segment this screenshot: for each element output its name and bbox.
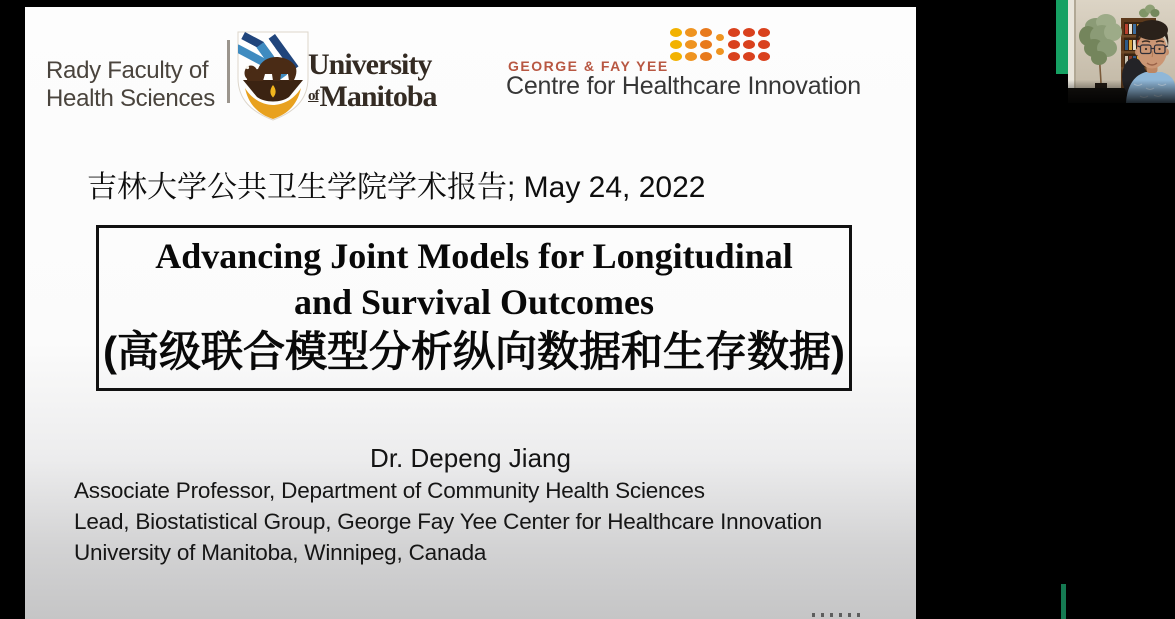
title-line2: and Survival Outcomes (293, 282, 655, 322)
presenter-video-scene (1068, 0, 1175, 103)
rady-line1: Rady Faculty of (46, 57, 209, 84)
affiliation-line: Lead, Biostatistical Group, George Fay Yee Center for Healthcare Innovation (74, 509, 822, 534)
chi-name: Centre for Healthcare Innovation (506, 72, 861, 100)
title-line1: Advancing Joint Models for Longitudinal (155, 236, 793, 276)
webcam-thumbnail[interactable] (1068, 0, 1175, 103)
logo-divider (227, 40, 230, 103)
uofm-wordmark (308, 50, 437, 112)
title-line3-chinese: (高级联合模型分析纵向数据和生存数据) (103, 328, 845, 375)
rady-line2: Health Sciences (46, 85, 215, 112)
author-name: Dr. Depeng Jiang (370, 443, 571, 473)
uofm-word-of: of (308, 88, 319, 104)
affiliation-line: Associate Professor, Department of Community Health Sciences (74, 478, 705, 503)
uofm-word-manitoba: Manitoba (319, 80, 437, 113)
seminar-subtitle: 吉林大学公共卫生学院学术报告; May 24, 2022 (87, 171, 706, 204)
chi-eyebrow: GEORGE & FAY YEE (508, 58, 669, 74)
title-box (96, 225, 852, 391)
rady-faculty-logo-text (46, 57, 215, 113)
affiliation-line: University of Manitoba, Winnipeg, Canada (74, 540, 487, 565)
uofm-shield-icon (235, 30, 311, 123)
uofm-word-manitoba-line (308, 81, 437, 112)
presentation-slide (25, 7, 916, 619)
author-affiliations (74, 475, 822, 568)
cutoff-text-remnant (812, 613, 860, 617)
chi-dots-icon (670, 28, 770, 61)
uofm-word-university: University (308, 48, 432, 81)
green-accent-line (1061, 584, 1066, 619)
